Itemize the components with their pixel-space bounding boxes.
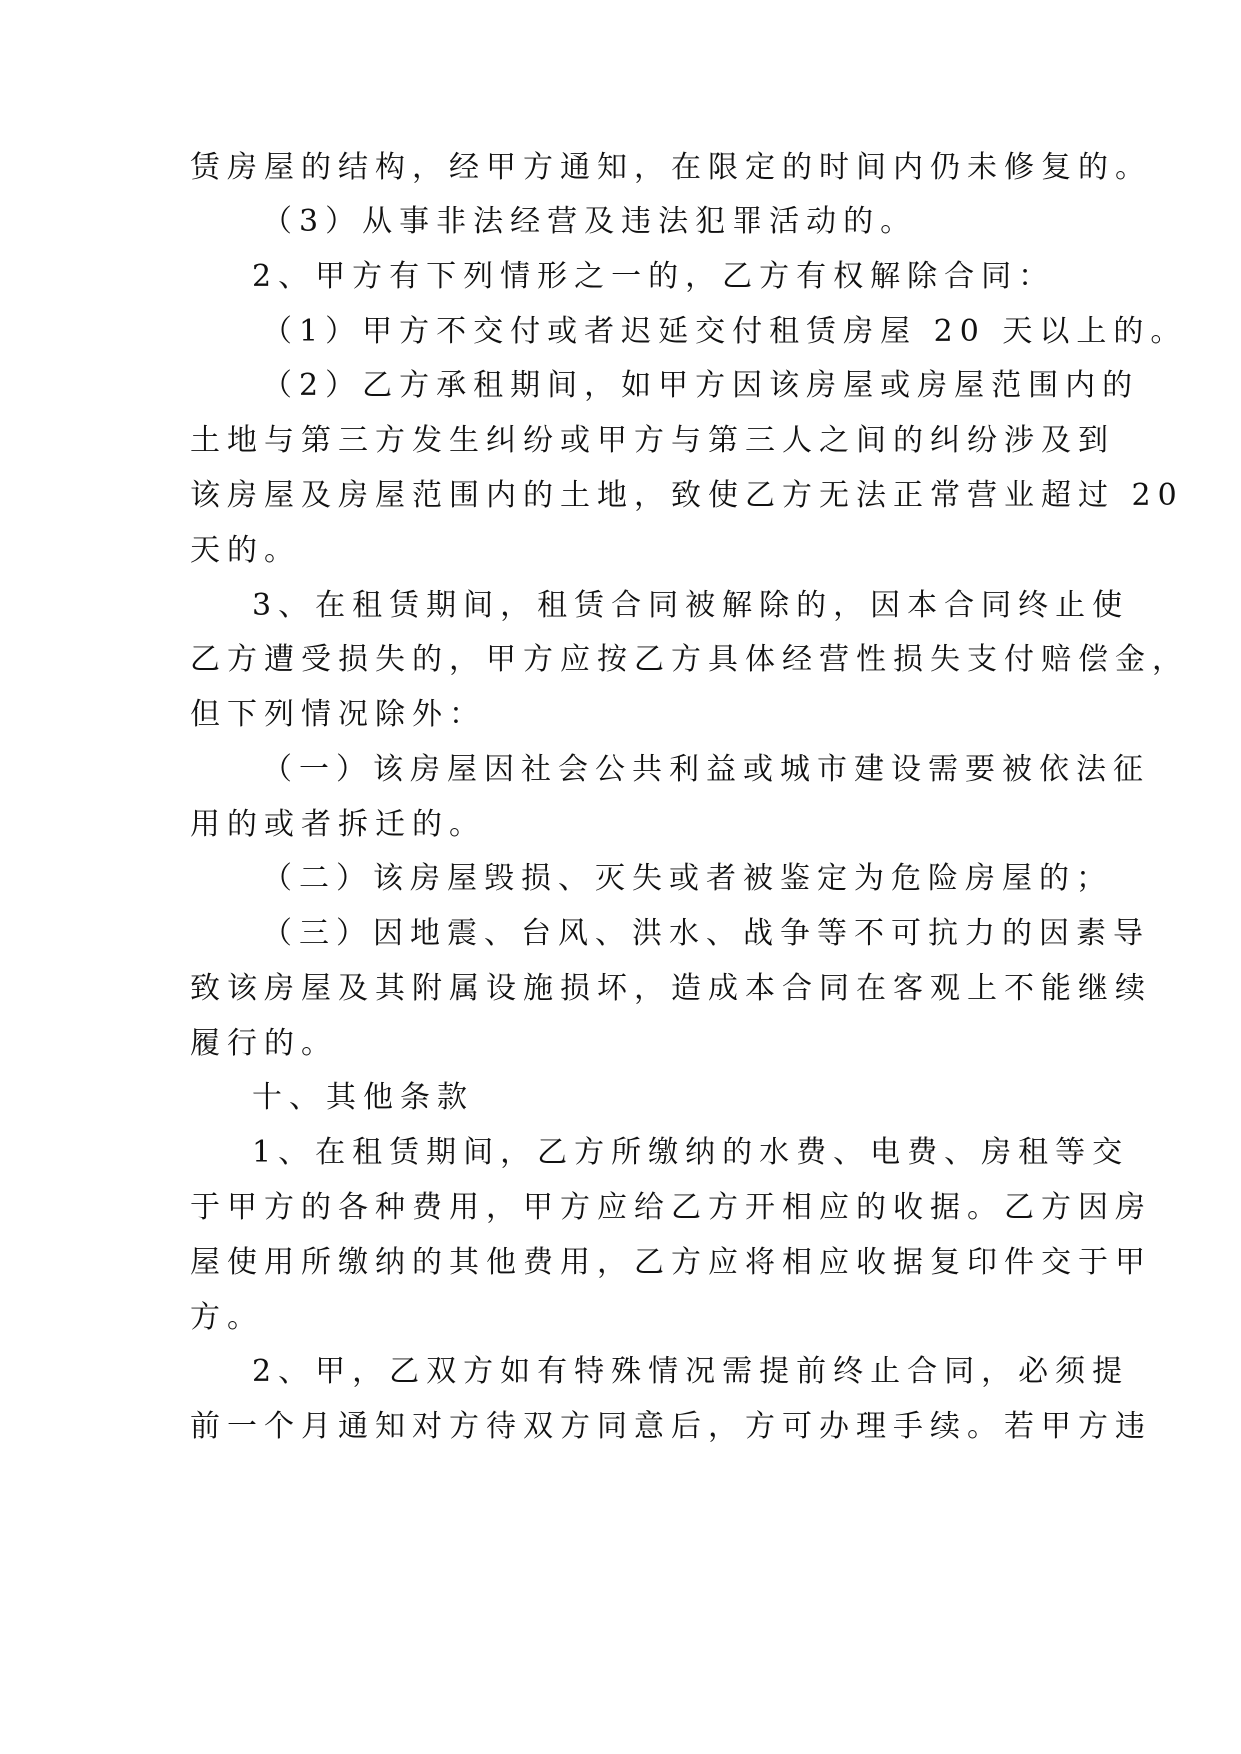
text-line: 天的。 [190,533,301,568]
text-line: （2）乙方承租期间，如甲方因该房屋或房屋范围内的 [262,368,1140,403]
section-heading: 十、其他条款 [252,1080,474,1115]
text-line: 致该房屋及其附属设施损坏，造成本合同在客观上不能继续 [190,971,1152,1006]
text-line: 乙方遭受损失的，甲方应按乙方具体经营性损失支付赔偿金， [190,642,1189,677]
text-line: 该房屋及房屋范围内的土地，致使乙方无法正常营业超过 20 [190,478,1184,513]
text-line: 但下列情况除外： [190,697,486,732]
text-line: 方。 [190,1300,264,1335]
text-line: 前一个月通知对方待双方同意后，方可办理手续。若甲方违 [190,1409,1152,1444]
text-line: （一）该房屋因社会公共利益或城市建设需要被依法征 [262,752,1150,787]
text-line: 土地与第三方发生纠纷或甲方与第三人之间的纠纷涉及到 [190,423,1115,458]
text-line: （二）该房屋毁损、灭失或者被鉴定为危险房屋的； [262,861,1113,896]
text-line: 1、在租赁期间，乙方所缴纳的水费、电费、房租等交 [252,1135,1130,1170]
text-line: 履行的。 [190,1026,338,1061]
text-line: 用的或者拆迁的。 [190,807,486,842]
text-line: 3、在租赁期间，租赁合同被解除的，因本合同终止使 [252,588,1130,623]
text-line: （3）从事非法经营及违法犯罪活动的。 [262,204,918,239]
text-line: 赁房屋的结构，经甲方通知，在限定的时间内仍未修复的。 [190,150,1152,185]
text-line: 2、甲，乙双方如有特殊情况需提前终止合同，必须提 [252,1354,1130,1389]
text-line: （三）因地震、台风、洪水、战争等不可抗力的因素导 [262,916,1150,951]
text-line: （1）甲方不交付或者迟延交付租赁房屋 20 天以上的。 [262,314,1188,349]
text-line: 于甲方的各种费用，甲方应给乙方开相应的收据。乙方因房 [190,1190,1152,1225]
text-line: 2、甲方有下列情形之一的，乙方有权解除合同： [252,259,1056,294]
text-line: 屋使用所缴纳的其他费用，乙方应将相应收据复印件交于甲 [190,1245,1152,1280]
